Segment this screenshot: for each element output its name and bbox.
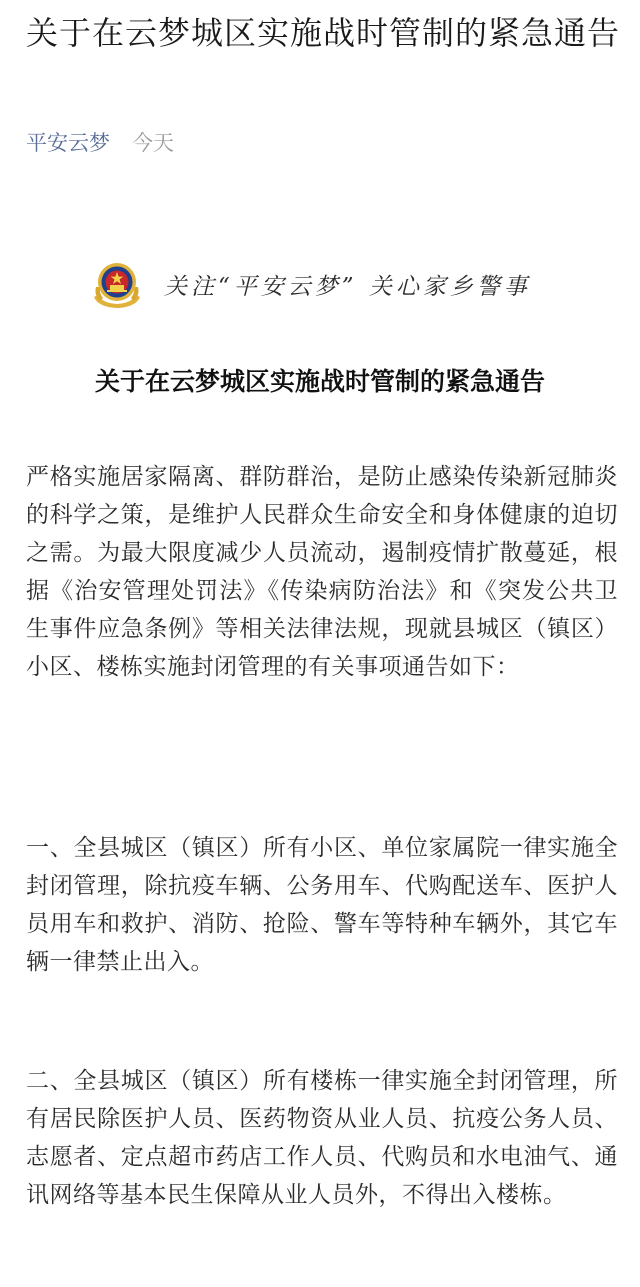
- article-meta: [26, 124, 174, 160]
- follow-banner: [90, 252, 570, 316]
- paragraph-intro: 严格实施居家隔离、群防群治，是防止感染传染新冠肺炎的科学之策，是维护人民群众生命安全和身体健康的迫切之需。为最大限度减少人员流动，遏制疫情扩散蔓延，根据《治安管理处罚法》《传染病防治法》和《突发公共卫生事件应急条例》等相关法律法规，现就县城区（镇区）小区、楼栋实施封闭管理的有关事项通告如下：: [26, 464, 618, 680]
- paragraph-item-two: 二、全县城区（镇区）所有楼栋一律实施全封闭管理，所有居民除医护人员、医药物资从业人员、抗疫公务人员、志愿者、定点超市药店工作人员、代购员和水电油气、通讯网络等基本民生保障从业人员外，不得出入楼栋。: [26, 1068, 618, 1208]
- account-name-link[interactable]: 平安云梦: [26, 131, 110, 155]
- publish-time: 今天: [132, 131, 174, 155]
- paragraph-item-one: 一、全县城区（镇区）所有小区、单位家属院一律实施全封闭管理，除抗疫车辆、公务用车、代购配送车、医护人员用车和救护、消防、抢险、警车等特种车辆外，其它车辆一律禁止出入。: [26, 835, 618, 975]
- notice-heading: 关于在云梦城区实施战时管制的紧急通告: [94, 367, 545, 396]
- police-emblem-icon: [90, 257, 144, 311]
- banner-text: 关注“平安云梦” 关心家乡警事: [164, 273, 531, 300]
- article-title: 关于在云梦城区实施战时管制的紧急通告: [26, 14, 621, 52]
